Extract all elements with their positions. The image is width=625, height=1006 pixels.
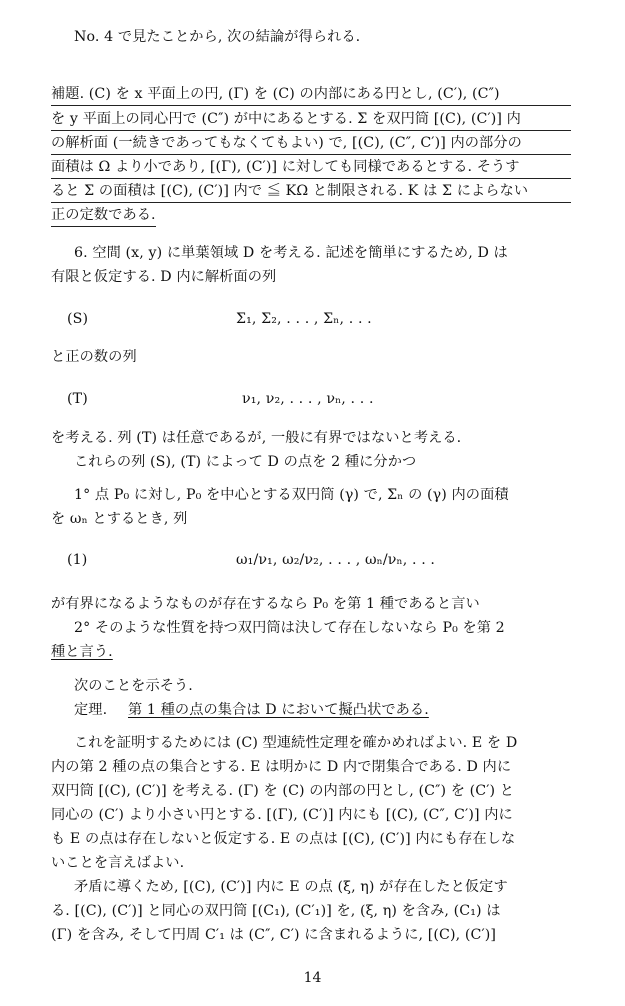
paragraph-line: 内の第 2 種の点の集合とする. E は明かに D 内で閉集合である. D 内に [51, 759, 512, 775]
paragraph-line: 双円筒 [(C), (C′)] を考える. (Γ) を (C) の内部の円とし, (C″) を (C′) と [51, 783, 515, 799]
lemma-line: ると Σ の面積は [(C), (C′)] 内で ≦ KΩ と制限される. K は Σ によらない [51, 181, 571, 203]
section-6-heading-line: 6. 空間 (x, y) に単葉領域 D を考える. 記述を簡単にするため, D は [74, 245, 508, 261]
paragraph-line: る. [(C), (C′)] と同心の双円筒 [(C₁), (C′₁)] を, (ξ, η) を含み, (C₁) は [51, 903, 501, 919]
display-equation: ω₁/ν₁, ω₂/ν₂, . . . , ωₙ/νₙ, . . . [236, 552, 436, 568]
paragraph-line: を ωₙ とするとき, 列 [51, 511, 188, 527]
paragraph-line: 2° そのような性質を持つ双円筒は決して存在しないなら P₀ を第 2 [74, 620, 505, 636]
paragraph-line: 次のことを示そう. [74, 678, 193, 694]
display-equation: ν₁, ν₂, . . . , νₙ, . . . [242, 391, 374, 407]
paragraph-line: (Γ) を含み, そして円周 C′₁ は (C″, C′) に含まれるように, [(C), (C′)] [51, 927, 497, 943]
lemma-line: を y 平面上の同心円で (C″) が中にあるとする. Σ を双円筒 [(C), (C′)] 内 [51, 109, 571, 131]
paragraph-line: 種と言う. [51, 644, 113, 660]
lemma-line: の解析面 (一続きであってもなくてもよい) で, [(C), (C″, C′)] 内の部分の [51, 133, 571, 155]
paragraph-line: 1° 点 P₀ に対し, P₀ を中心とする双円筒 (γ) で, Σₙ の (γ) 内の面積 [74, 487, 509, 503]
equation-label: (T) [67, 391, 88, 407]
theorem-label: 定理. [74, 702, 108, 718]
lemma-line: 正の定数である. [51, 205, 156, 227]
paragraph-line: が有界になるようなものが存在するなら P₀ を第 1 種であると言い [51, 596, 480, 612]
paragraph-line: と正の数の列 [51, 349, 137, 365]
intro-line: No. 4 で見たことから, 次の結論が得られる. [74, 29, 361, 45]
equation-label: (S) [67, 311, 89, 327]
paragraph-line: も E の点は存在しないと仮定する. E の点は [(C), (C′)] 内にも存在しな [51, 831, 516, 847]
paragraph-line: これを証明するためには (C) 型連続性定理を確かめればよい. E を D [74, 735, 518, 751]
lemma-line: 面積は Ω より小であり, [(Γ), (C′)] に対しても同様であるとする. そうす [51, 157, 571, 179]
lemma-line: 補題. (C) を x 平面上の円, (Γ) を (C) の内部にある円とし, (C′), (C″) [51, 84, 571, 106]
display-equation: Σ₁, Σ₂, . . . , Σₙ, . . . [236, 311, 372, 327]
paragraph-line: 有限と仮定する. D 内に解析面の列 [51, 269, 277, 285]
paragraph-line: これらの列 (S), (T) によって D の点を 2 種に分かつ [74, 454, 417, 470]
theorem-statement: 第 1 種の点の集合は D において擬凸状である. [128, 702, 429, 718]
equation-label: (1) [67, 552, 88, 568]
paragraph-line: を考える. 列 (T) は任意であるが, 一般に有界ではないと考える. [51, 430, 462, 446]
page-number: 14 [303, 970, 322, 986]
paragraph-line: 同心の (C′) より小さい円とする. [(Γ), (C′)] 内にも [(C), (C″, C′)] 内に [51, 807, 513, 823]
paragraph-line: 矛盾に導くため, [(C), (C′)] 内に E の点 (ξ, η) が存在したと仮定す [74, 879, 508, 895]
paragraph-line: いことを言えばよい. [51, 855, 185, 871]
